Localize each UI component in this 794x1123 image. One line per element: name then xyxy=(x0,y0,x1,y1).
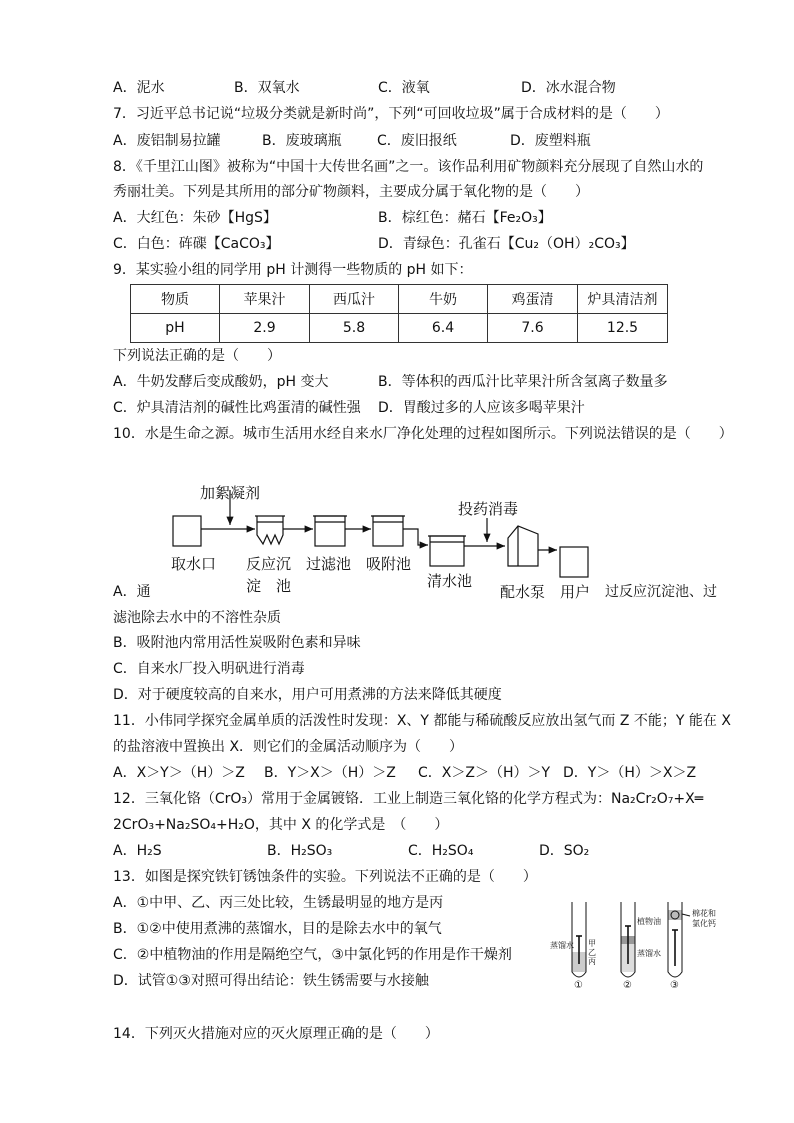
filter-tank xyxy=(315,516,345,546)
q10-option-a-cont: 滤池除去水中的不溶性杂质 xyxy=(113,610,281,626)
ph-header-cell: 物质 xyxy=(131,285,220,314)
label-reaction-1: 反应沉 xyxy=(246,555,292,573)
q8-option-a: A．大红色：朱砂【HgS】 xyxy=(113,210,277,226)
label-clear: 清水池 xyxy=(427,572,473,590)
user-box xyxy=(560,547,588,577)
clear-water-tank xyxy=(430,536,464,566)
label-additive: 加絮凝剂 xyxy=(200,484,261,502)
q9-question: 下列说法正确的是（ ） xyxy=(113,348,281,364)
q13-option-a: A．①中甲、乙、丙三处比较，生锈最明显的地方是丙 xyxy=(113,895,444,911)
q11-option-d: D．Y＞（H）＞X＞Z xyxy=(563,765,697,781)
ph-table-header-row xyxy=(131,285,668,314)
q9-option-c: C．炉具清洁剂的碱性比鸡蛋清的碱性强 xyxy=(113,400,361,416)
q10-option-c: C．自来水厂投入明矾进行消毒 xyxy=(113,661,305,677)
t2-water-label: 蒸馏水 xyxy=(637,949,661,958)
ph-header-cell: 西瓜汁 xyxy=(310,285,399,314)
ph-value-cell: 2.9 xyxy=(220,314,310,343)
q7-stem: 7．习近平总书记说“垃圾分类就是新时尚”，下列“可回收垃圾”属于合成材料的是（ ） xyxy=(113,106,669,122)
ph-value-cell: 6.4 xyxy=(399,314,488,343)
t3-cacl2-label: 氯化钙 xyxy=(692,919,716,928)
t3-cotton-label: 棉花和 xyxy=(692,909,716,918)
t1-mark-c: 丙 xyxy=(588,957,596,966)
q7-option-c: C．废旧报纸 xyxy=(377,133,457,149)
ph-table-value-row xyxy=(131,314,668,343)
label-user: 用户 xyxy=(560,583,591,601)
pump xyxy=(508,526,538,566)
t1-water-label-1: 蒸馏水 xyxy=(550,941,574,950)
t1-mark-b: 乙 xyxy=(588,948,596,957)
q9-option-a: A．牛奶发酵后变成酸奶，pH 变大 xyxy=(113,374,329,390)
q7-option-d: D．废塑料瓶 xyxy=(510,133,591,149)
q13-option-c: C．②中植物油的作用是隔绝空气，③中氯化钙的作用是作干燥剂 xyxy=(113,947,512,963)
label-intake: 取水口 xyxy=(171,555,217,573)
q11-option-c: C．X＞Z＞（H）＞Y xyxy=(418,765,551,781)
q7-option-b: B．废玻璃瓶 xyxy=(262,133,342,149)
label-reaction-2: 淀 池 xyxy=(246,577,292,595)
ph-value-cell: 5.8 xyxy=(310,314,399,343)
tube-number-1: ① xyxy=(574,980,583,991)
q6-option-a: A．泥水 xyxy=(113,80,165,96)
q10-option-b: B．吸附池内常用活性炭吸附色素和异味 xyxy=(113,635,361,651)
label-filter: 过滤池 xyxy=(306,555,352,573)
q11-option-a: A．X＞Y＞（H）＞Z xyxy=(113,765,245,781)
ph-header-cell: 牛奶 xyxy=(399,285,488,314)
ph-value-cell: pH xyxy=(131,314,220,343)
q13-option-d: D．试管①③对照可得出结论：铁生锈需要与水接触 xyxy=(113,973,429,989)
q13-option-b: B．①②中使用煮沸的蒸馏水，目的是除去水中的氧气 xyxy=(113,921,442,937)
q11-stem-line1: 11．小伟同学探究金属单质的活泼性时发现：X、Y 都能与稀硫酸反应放出氢气而 Z 不能；Y 能在 X xyxy=(113,713,731,729)
intake-tank xyxy=(173,516,201,546)
adsorption-tank xyxy=(373,516,403,546)
t1-mark-a: 甲 xyxy=(588,939,596,948)
rust-experiment-figure xyxy=(548,896,728,992)
q8-option-c: C．白色：砗磲【CaCO₃】 xyxy=(113,236,280,252)
ph-table xyxy=(130,284,668,343)
q12-stem-line2: 2CrO₃+Na₂SO₄+H₂O，其中 X 的化学式是 （ ） xyxy=(113,817,449,833)
reaction-tank xyxy=(257,516,283,544)
q10-option-d: D．对于硬度较高的自来水，用户可用煮沸的方法来降低其硬度 xyxy=(113,687,502,703)
q8-option-d: D．青绿色：孔雀石【Cu₂（OH）₂CO₃】 xyxy=(378,236,635,252)
q9-stem: 9．某实验小组的同学用 pH 计测得一些物质的 pH 如下： xyxy=(113,262,473,278)
q7-option-a: A．废铝制易拉罐 xyxy=(113,133,221,149)
ph-header-cell: 鸡蛋清 xyxy=(488,285,578,314)
ph-value-cell: 12.5 xyxy=(578,314,668,343)
q8-stem-line2: 秀丽壮美。下列是其所用的部分矿物颜料，主要成分属于氧化物的是（ ） xyxy=(113,184,589,200)
t2-oil-label: 植物油 xyxy=(637,917,661,926)
q13-stem: 13．如图是探究铁钉锈蚀条件的实验。下列说法不正确的是（ ） xyxy=(113,869,537,885)
q12-option-a: A．H₂S xyxy=(113,843,162,859)
q9-option-b: B．等体积的西瓜汁比苹果汁所含氢离子数量多 xyxy=(378,374,668,390)
q6-option-c: C．液氧 xyxy=(378,80,430,96)
q10-option-a-end: 过反应沉淀池、过 xyxy=(605,584,717,600)
label-pump: 配水泵 xyxy=(500,583,546,601)
q12-option-b: B．H₂SO₃ xyxy=(267,843,333,859)
ph-header-cell: 苹果汁 xyxy=(220,285,310,314)
q14-stem: 14．下列灭火措施对应的灭火原理正确的是（ ） xyxy=(113,1026,439,1042)
q11-stem-line2: 的盐溶液中置换出 X．则它们的金属活动顺序为（ ） xyxy=(113,739,464,755)
q10-stem: 10．水是生命之源。城市生活用水经自来水厂净化处理的过程如图所示。下列说法错误的是（ ） xyxy=(113,426,733,442)
ph-header-cell: 炉具清洁剂 xyxy=(578,285,668,314)
q6-option-b: B．双氧水 xyxy=(234,80,300,96)
tube-number-2: ② xyxy=(623,980,632,991)
tube-number-3: ③ xyxy=(670,980,679,991)
q12-option-d: D．SO₂ xyxy=(539,843,590,859)
q8-stem-line1: 8．《千里江山图》被称为“中国十大传世名画”之一。该作品利用矿物颜料充分展现了自然山水的 xyxy=(113,159,704,175)
q12-stem-line1: 12．三氧化铬（CrO₃）常用于金属镀铬．工业上制造三氧化铬的化学方程式为：Na₂Cr₂O₇+X═ xyxy=(113,791,704,807)
q10-option-a-start: A．通 xyxy=(113,584,151,600)
q11-option-b: B．Y＞X＞（H）＞Z xyxy=(264,765,396,781)
ph-value-cell: 7.6 xyxy=(488,314,578,343)
q9-option-d: D．胃酸过多的人应该多喝苹果汁 xyxy=(378,400,585,416)
q8-option-b: B．棕红色：赭石【Fe₂O₃】 xyxy=(378,210,552,226)
label-adsorb: 吸附池 xyxy=(366,555,412,573)
label-disinfect: 投药消毒 xyxy=(458,500,519,518)
q12-option-c: C．H₂SO₄ xyxy=(408,843,474,859)
q6-option-d: D．冰水混合物 xyxy=(521,80,616,96)
